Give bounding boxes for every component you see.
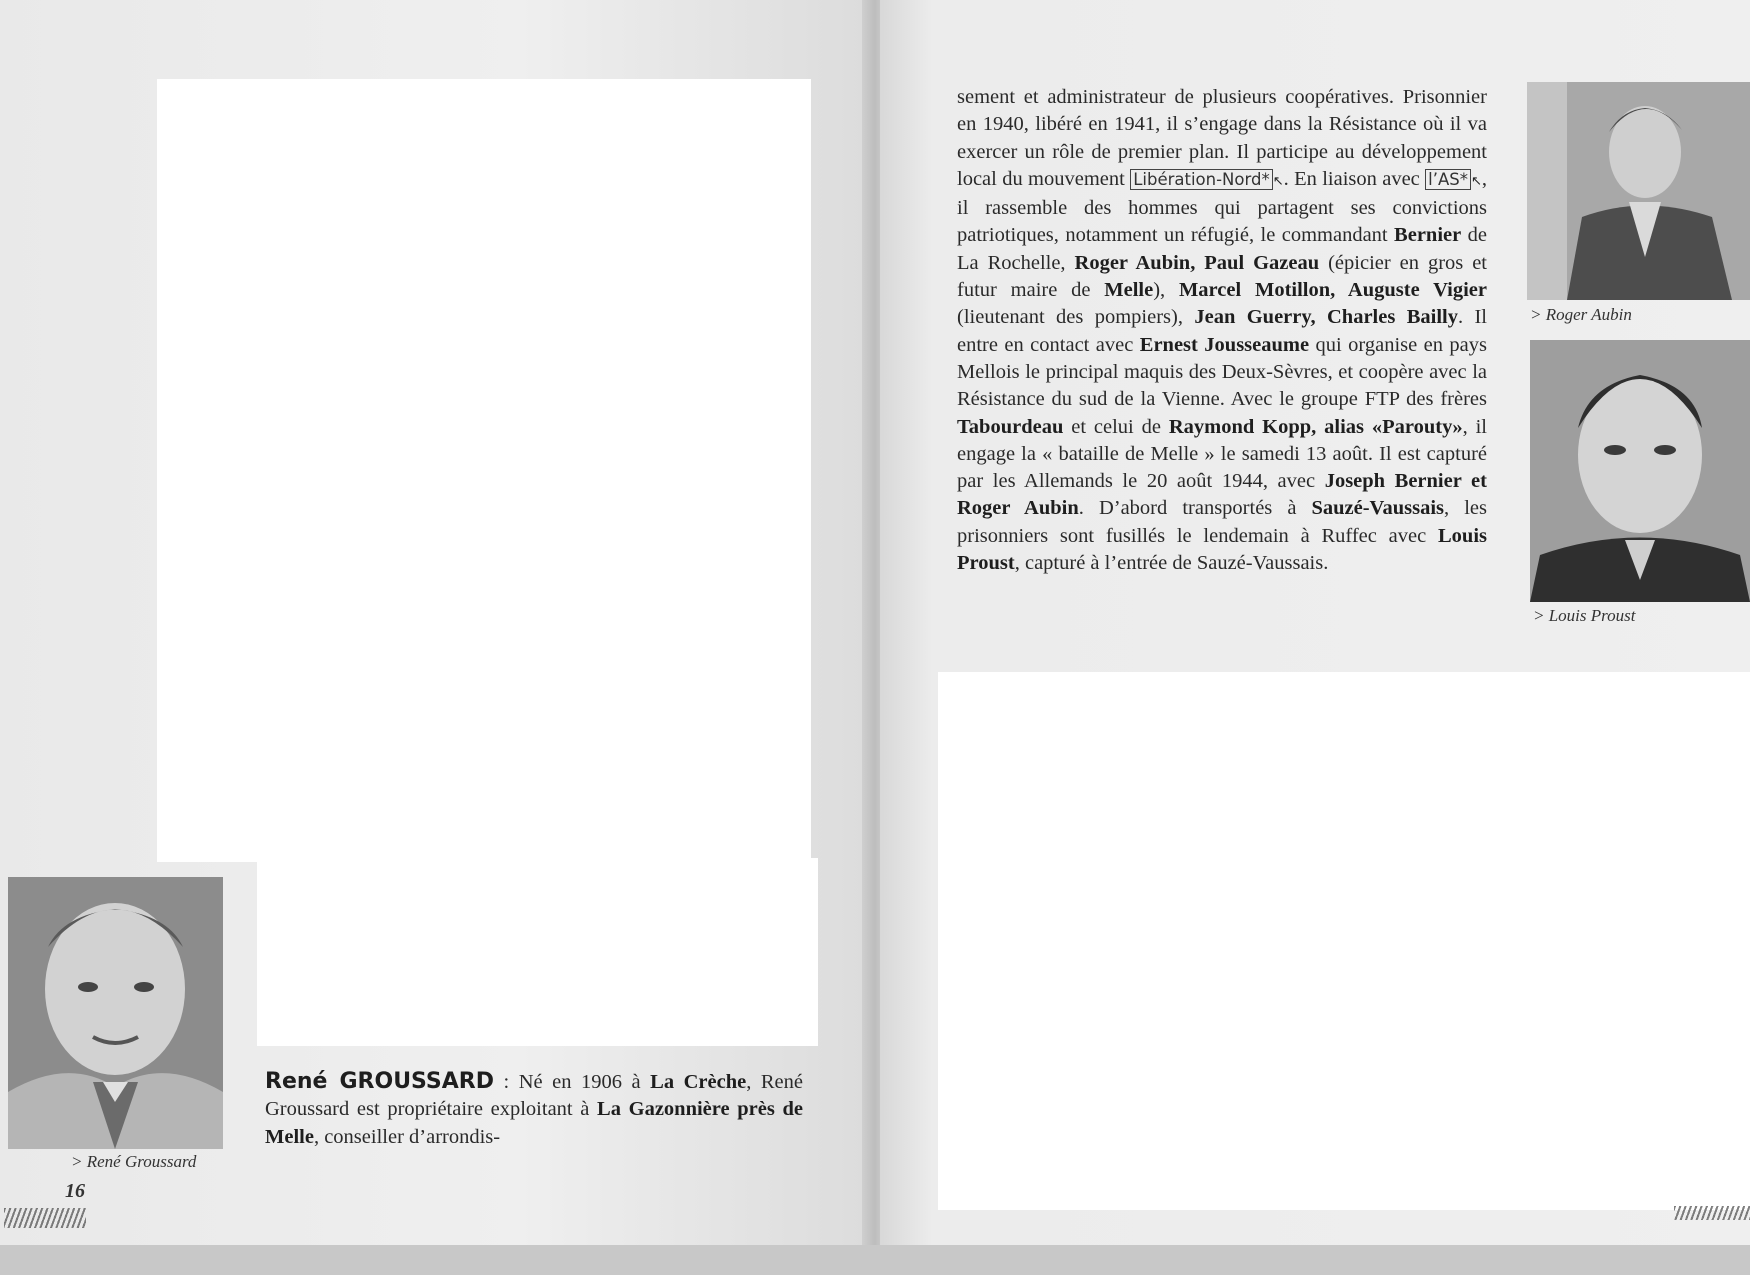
page-corner-hatch — [1674, 1206, 1750, 1220]
photo-caption: > Louis Proust — [1533, 606, 1636, 625]
right-page — [880, 0, 1750, 1245]
glossary-tag[interactable]: l’AS* — [1425, 169, 1471, 190]
cursor-icon: ↖ — [1470, 173, 1482, 189]
redacted-area — [938, 672, 1750, 1210]
cursor-icon: ↖ — [1272, 173, 1284, 189]
person-name: René GROUSSARD — [265, 1069, 494, 1094]
page-number: 16 — [65, 1180, 85, 1202]
photo-caption: > Roger Aubin — [1530, 305, 1632, 324]
page-corner-hatch — [4, 1208, 86, 1228]
left-page — [0, 0, 868, 1245]
bio-paragraph: René GROUSSARD : Né en 1906 à La Crèche, René Groussard est propriétaire exploitant à La Gazonnière près de Melle, conseiller d’arrondis- — [265, 1069, 804, 1148]
portrait-photo-rene-groussard — [8, 877, 223, 1149]
glossary-tag[interactable]: Libération-Nord* — [1130, 169, 1273, 190]
main-paragraph: sement et administrateur de plusieurs coopératives. Prisonnier en 1940, libéré en 1941, il s’engage dans la Résistance où il va exercer un rôle de premier plan. Il participe au développement local du mouvement Libération-Nord* ↖. En liaison avec l’AS* ↖, il rassemble des hommes qui partagent ses convictions patriotiques, notamment un réfugié, le commandant Bernier de La Rochelle, Roger Aubin, Paul Gazeau (épicier en gros et futur maire de Melle), Marcel Motillon, Auguste Vigier (lieutenant des pompiers), Jean Guerry, Charles Bailly. Il entre en contact avec Ernest Jousseaume qui organise en pays Mellois le principal maquis des Deux-Sèvres, et coopère avec la Résistance du sud de la Vienne. Avec le groupe FTP des frères Tabourdeau et celui de Raymond Kopp, alias «Parouty», il engage la « bataille de Melle » le samedi 13 août. Il est capturé par les Allemands le 20 août 1944, avec Joseph Bernier et Roger Aubin. D’abord transportés à Sauzé-Vaussais, les prisonniers sont fusillés le lendemain à Ruffec avec Louis Proust, capturé à l’entrée de Sauzé-Vaussais. — [957, 86, 1488, 575]
portrait-photo-louis-proust — [1530, 340, 1750, 602]
portrait-photo-roger-aubin — [1527, 82, 1750, 300]
redacted-area — [257, 858, 818, 1046]
redacted-area — [157, 79, 811, 862]
photo-caption: > René Groussard — [71, 1152, 197, 1171]
scan-bottom-edge — [0, 1245, 1750, 1275]
